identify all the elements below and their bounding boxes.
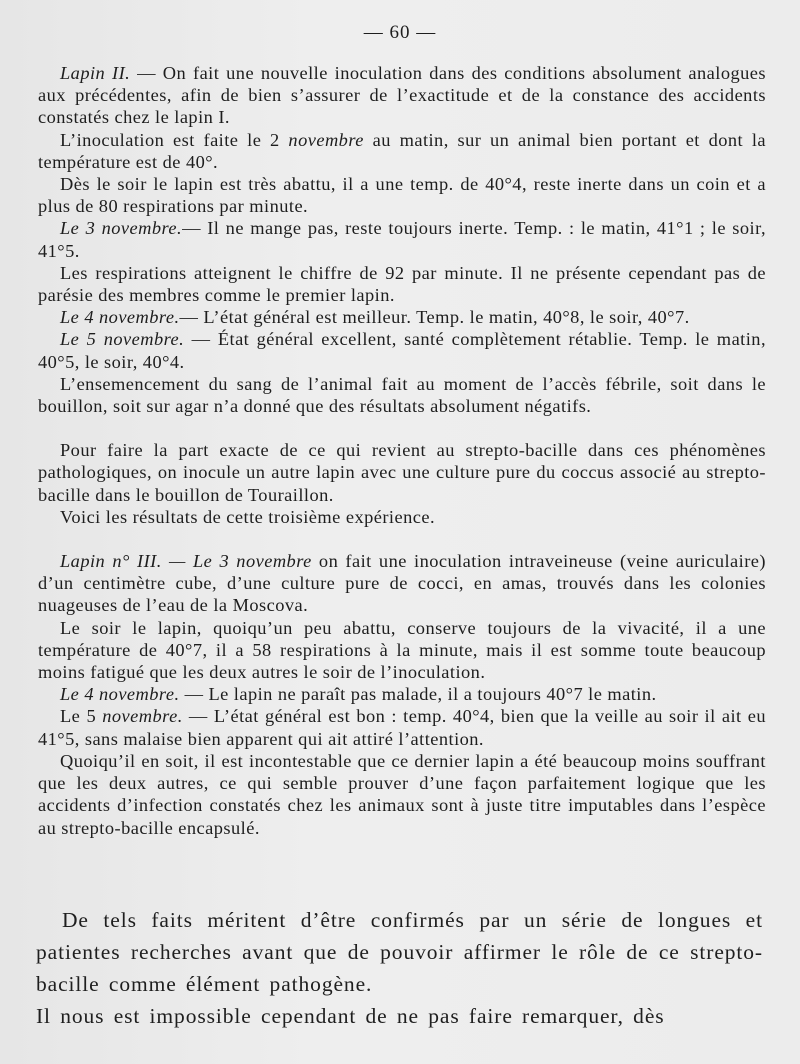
paragraph [38,62,766,129]
paragraph-pre: Le 5 [60,706,103,727]
paragraph [38,217,766,261]
paragraph-lead: Lapin II. [60,63,131,83]
paragraph [38,705,766,749]
paragraph-text: au matin, sur un animal bien portant et dont la température est de 40°. [38,129,766,172]
closing-text [36,904,763,1032]
paragraph [38,129,766,173]
paragraph [38,550,766,617]
paragraph [38,617,766,684]
closing-paragraph: Il nous est impossible cependant de ne pas faire remarquer, dès [36,1004,665,1028]
paragraph-text: Voici les résultats de cette troisième expérience. [60,506,436,527]
paragraph [38,173,766,217]
paragraph [38,262,766,306]
paragraph-lead: novembre [288,129,364,150]
paragraph [38,439,766,506]
paragraph-text: L’ensemencement du sang de l’animal fait au moment de l’accès fébrile, soit dans le bouillon, soit sur agar n’a donné que des résultats absolument négatifs. [38,373,766,417]
paragraph-lead: Lapin n° III. — Le 3 novembre [60,551,312,572]
page-number: — 60 — [363,22,437,43]
paragraph [38,373,766,417]
paragraph-text: Quoiqu’il en soit, il est incontestable que ce dernier lapin a été beaucoup moins souffrant que les deux autres, ce qui semble prouver d’une façon parfaitement logique que les accidents d’infection constatés chez les animaux sont à juste titre imputables dans l’espèce au strepto-bacille encapsulé. [38,750,766,838]
body-text [38,62,766,839]
paragraph-text: Dès le soir le lapin est très abattu, il a une temp. de 40°4, reste inerte dans un coin et a plus de 80 respirations par minute. [38,174,766,217]
paragraph-text: Le soir le lapin, quoiqu’un peu abattu, conserve toujours de la vivacité, il a une température de 40°7, il a 58 respirations à la minute, mais il est somme toute beaucoup moins fatigué que les deux autres le soir de l’inoculation. [38,617,766,683]
paragraph-lead: Le 3 novembre. [60,218,183,239]
paragraph-text: on fait une inoculation intraveineuse (veine auriculaire) d’un centimètre cube, d’une culture pure de cocci, en amas, trouvés dans les colonies nuageuses de l’eau de la Moscova. [38,551,766,616]
paragraph-lead: Le 4 novembre. [60,684,180,705]
paragraph-text: Les respirations atteignent le chiffre de 92 par minute. Il ne présente cependant pas de parésie des membres comme le premier lapin. [38,262,766,306]
paragraph [38,683,766,705]
paragraph-lead: Le 4 novembre. [60,307,180,328]
paragraph-text: — On fait une nouvelle inoculation dans des conditions absolument analogues aux précédentes, afin de bien s’assurer de l’exactitude et de la constance des accidents constatés chez le lapin I. [38,63,766,128]
paragraph-text: Pour faire la part exacte de ce qui revient au strepto-bacille dans ces phénomènes pathologiques, on inocule un autre lapin avec une culture pure du coccus associé au strepto-bacille dans le bouillon de Touraillon. [38,440,766,505]
paragraph [38,506,766,528]
paragraph [38,306,766,328]
closing-paragraph: De tels faits méritent d’être confirmés par un série de longues et patientes recherches avant que de pouvoir affirmer le rôle de ce strepto-bacille comme élément pathogène. [36,908,763,996]
paragraph-lead: novembre. [102,706,183,727]
paragraph-text: — L’état général est meilleur. Temp. le matin, 40°8, le soir, 40°7. [179,307,690,328]
paragraph [38,750,766,839]
paragraph-pre: L’inoculation est faite le 2 [60,129,289,150]
paragraph-text: — Il ne mange pas, reste toujours inerte. Temp. : le matin, 41°1 ; le soir, 41°5. [38,218,766,261]
paragraph-text: — État général excellent, santé complètement rétablie. Temp. le matin, 40°5, le soir, 40°4. [38,329,766,372]
paragraph-lead: Le 5 novembre. [60,329,185,350]
paragraph-text: — Le lapin ne paraît pas malade, il a toujours 40°7 le matin. [179,684,657,705]
paragraph [38,328,766,372]
paragraph-text: — L’état général est bon : temp. 40°4, bien que la veille au soir il ait eu 41°5, sans malaise bien apparent qui ait attiré l’attention. [38,706,766,749]
